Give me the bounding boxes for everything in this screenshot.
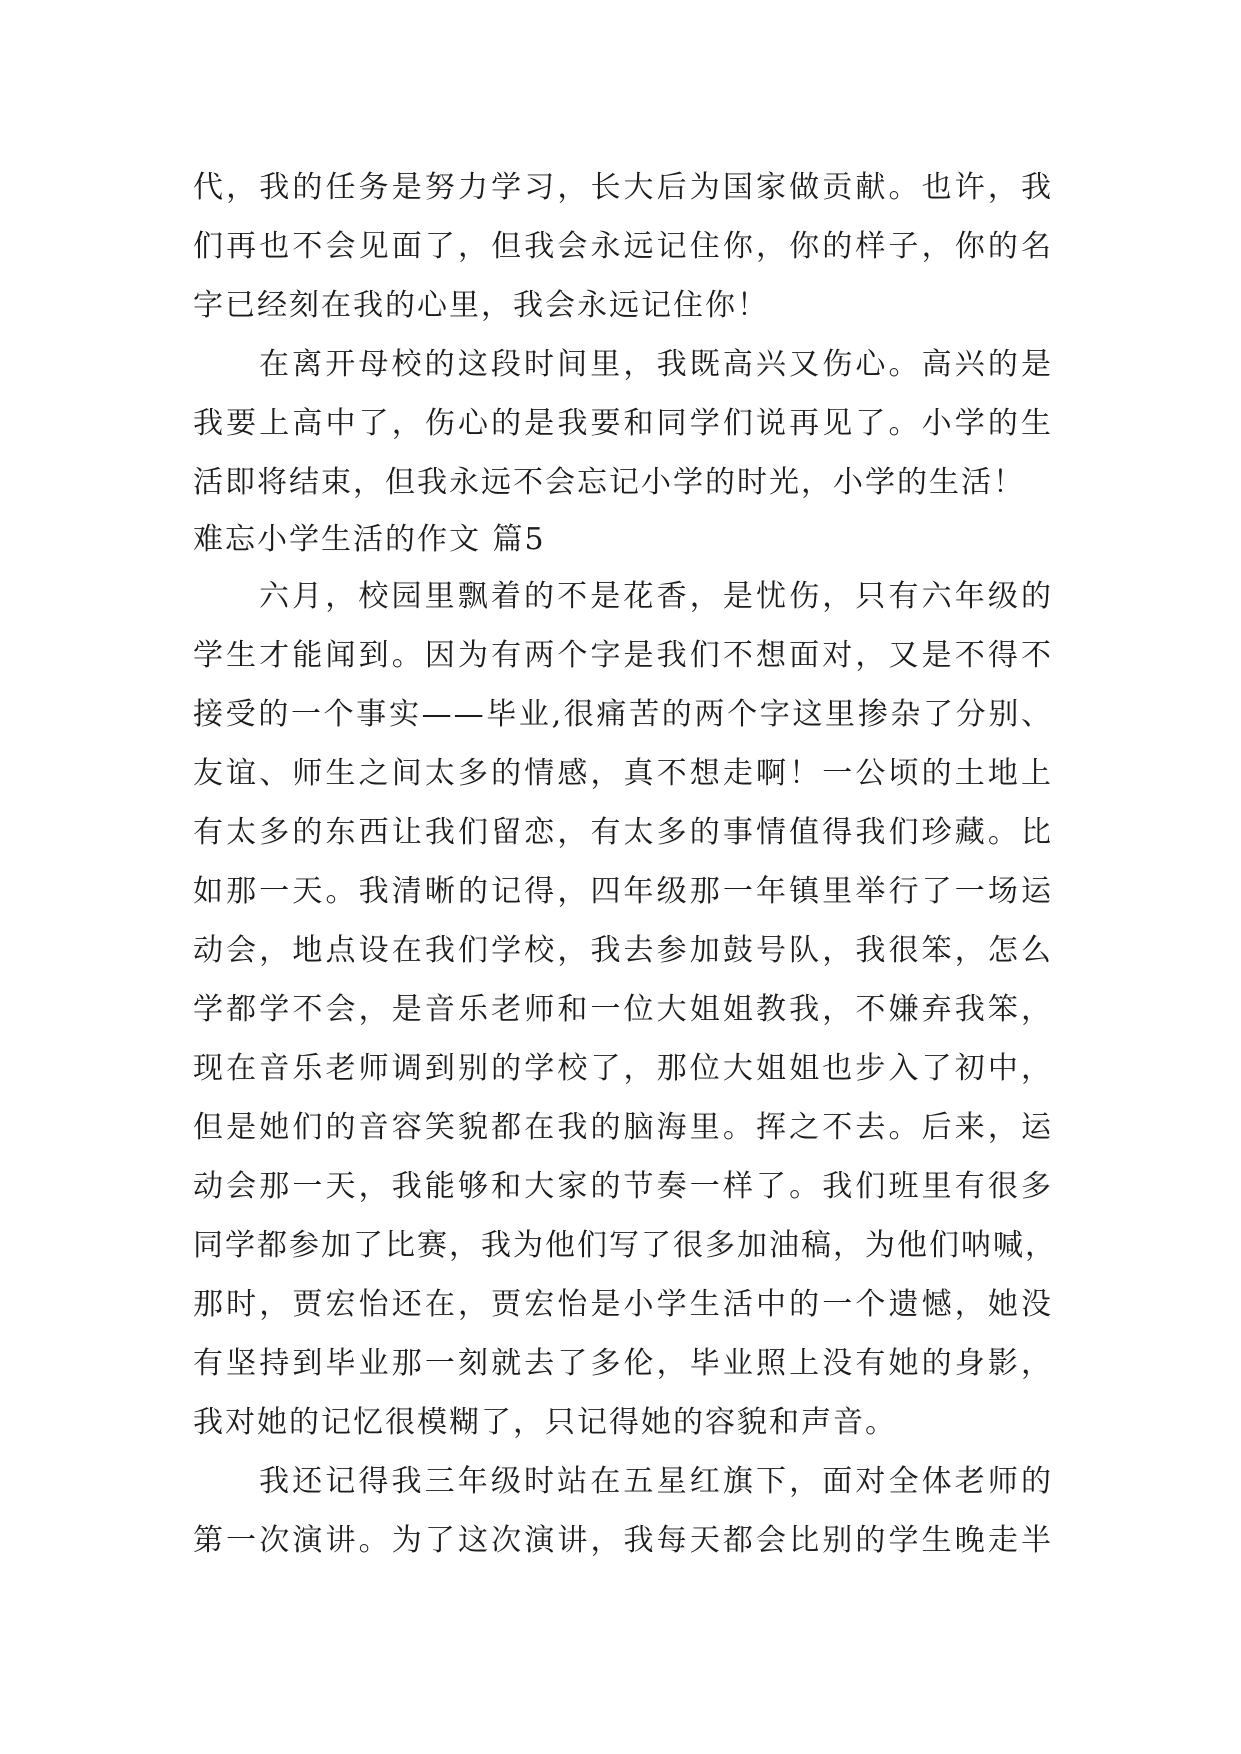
- paragraph: [193, 1452, 1053, 1570]
- text-line: 动会那一天，我能够和大家的节奏一样了。我们班里有很多: [193, 1169, 1053, 1204]
- text-line: 代，我的任务是努力学习，长大后为国家做贡献。也许，我: [193, 170, 1053, 205]
- paragraph: [193, 335, 1053, 512]
- text-line: 如那一天。我清晰的记得，四年级那一年镇里举行了一场运: [193, 874, 1053, 909]
- text-line: 活即将结束，但我永远不会忘记小学的时光，小学的生活！: [193, 465, 1025, 500]
- text-line: 我还记得我三年级时站在五星红旗下，面对全体老师的: [259, 1464, 1053, 1499]
- paragraph: [193, 567, 1057, 1452]
- text-line: 有太多的东西让我们留恋，有太多的事情值得我们珍藏。比: [193, 815, 1053, 850]
- text-line: 同学都参加了比赛，我为他们写了很多加油稿，为他们呐喊，: [193, 1228, 1057, 1263]
- text-line: 学生才能闻到。因为有两个字是我们不想面对，又是不得不: [193, 638, 1053, 673]
- text-line: 字已经刻在我的心里，我会永远记住你！: [193, 288, 769, 323]
- paragraph: [193, 158, 1053, 335]
- text-line: 在离开母校的这段时间里，我既高兴又伤心。高兴的是: [259, 347, 1053, 382]
- text-line: 六月，校园里飘着的不是花香，是忧伤，只有六年级的: [259, 579, 1053, 614]
- text-line: 接受的一个事实——毕业,很痛苦的两个字这里掺杂了分别、: [193, 697, 1053, 732]
- text-line: 友谊、师生之间太多的情感，真不想走啊！一公顷的土地上: [193, 756, 1053, 791]
- text-line: 动会，地点设在我们学校，我去参加鼓号队，我很笨，怎么: [193, 933, 1053, 968]
- text-line: 有坚持到毕业那一刻就去了多伦，毕业照上没有她的身影，: [193, 1346, 1053, 1381]
- text-line: 我要上高中了，伤心的是我要和同学们说再见了。小学的生: [193, 406, 1053, 441]
- text-line: 但是她们的音容笑貌都在我的脑海里。挥之不去。后来，运: [193, 1110, 1053, 1145]
- text-line: 第一次演讲。为了这次演讲，我每天都会比别的学生晚走半: [193, 1523, 1053, 1558]
- document-body: [193, 158, 1057, 1570]
- text-line: 们再也不会见面了，但我会永远记住你，你的样子，你的名: [193, 229, 1053, 264]
- text-line: 我对她的记忆很模糊了，只记得她的容貌和声音。: [193, 1405, 897, 1440]
- text-line: 学都学不会，是音乐老师和一位大姐姐教我，不嫌弃我笨，: [193, 992, 1053, 1027]
- text-line: 那时，贾宏怡还在，贾宏怡是小学生活中的一个遗憾，她没: [193, 1287, 1053, 1322]
- text-line: 现在音乐老师调到别的学校了，那位大姐姐也步入了初中，: [193, 1051, 1053, 1086]
- section-heading: 难忘小学生活的作文 篇5: [193, 522, 546, 557]
